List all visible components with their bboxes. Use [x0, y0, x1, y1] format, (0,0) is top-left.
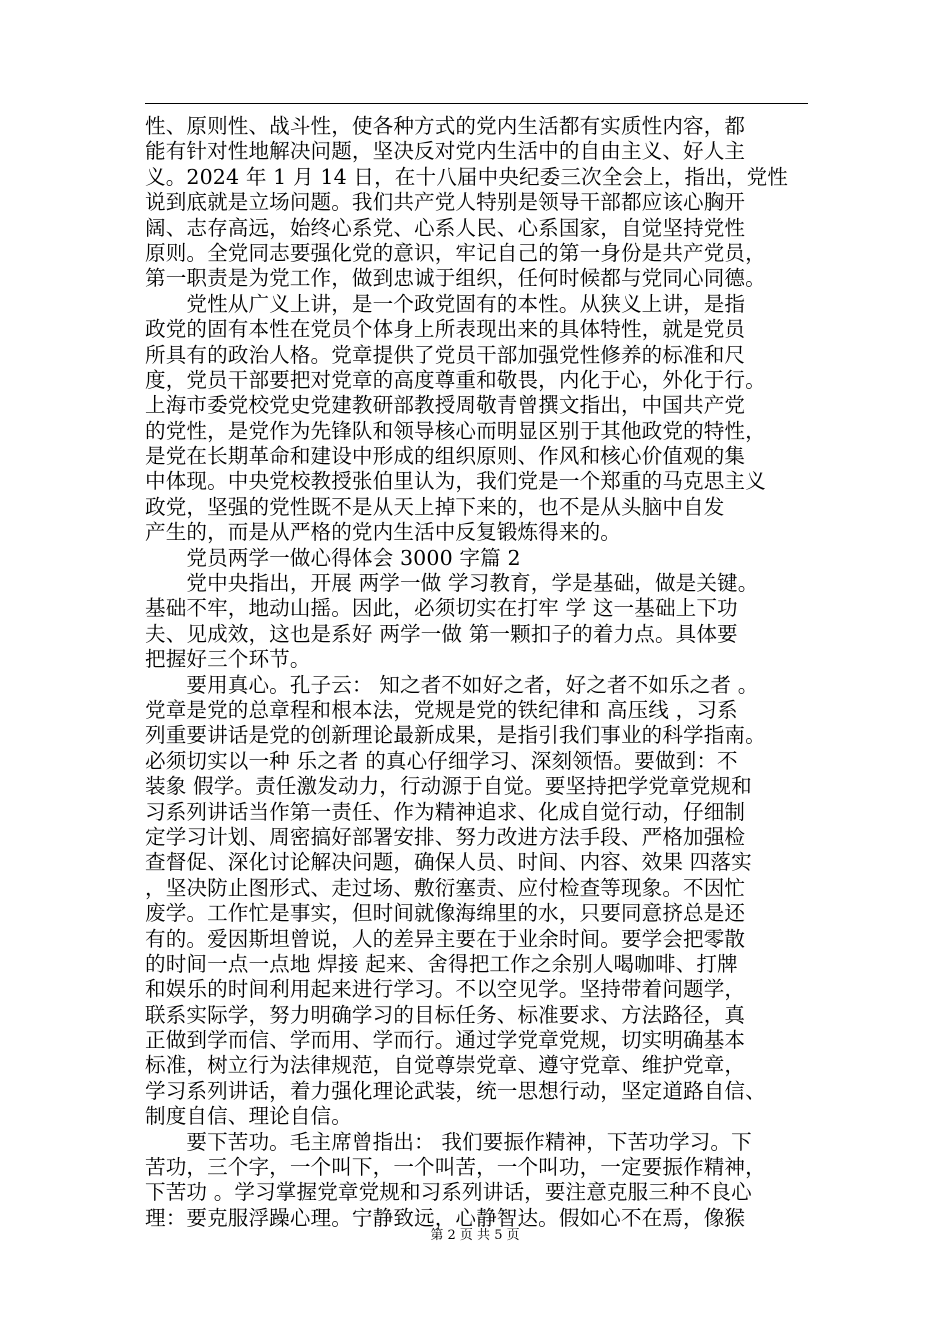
text-line: 说到底就是立场问题。我们共产党人特别是领导干部都应该心胸开 — [145, 190, 746, 215]
text-line: 有的。爱因斯坦曾说，人的差异主要在于业余时间。要学会把零散 — [145, 926, 746, 951]
text-line: 苦功，三个字，一个叫下，一个叫苦，一个叫功，一定要振作精神， — [145, 1155, 766, 1180]
text-line: 习系列讲话当作第一责任、作为精神追求、化成自觉行动，仔细制 — [145, 799, 746, 824]
document-body — [145, 114, 808, 1231]
text-line: 党章是党的总章程和根本法，党规是党的铁纪律和 高压线 ，习系 — [145, 697, 738, 722]
text-line: 正做到学而信、学而用、学而行。通过学党章党规，切实明确基本 — [145, 1028, 746, 1053]
text-line: 列重要讲话是党的创新理论最新成果，是指引我们事业的科学指南。 — [145, 723, 766, 748]
text-line: 装象 假学。责任激发动力，行动源于自觉。要坚持把学党章党规和 — [145, 774, 752, 799]
text-line: 义。2024 年 1 月 14 日，在十八届中央纪委三次全会上，指出，党性 — [145, 164, 788, 189]
text-line: 必须切实以一种 乐之者 的真心仔细学习、深刻领悟。要做到：不 — [145, 748, 738, 773]
text-line: ，坚决防止图形式、走过场、敷衍塞责、应付检查等现象。不因忙 — [145, 875, 746, 900]
text-line: 产生的，而是从严格的党内生活中反复锻炼得来的。 — [145, 520, 621, 545]
text-line: 度，党员干部要把对党章的高度尊重和敬畏，内化于心，外化于行。 — [145, 367, 766, 392]
section-heading: 党员两学一做心得体会 3000 字篇 2 — [145, 545, 521, 570]
text-line: 制度自信、理论自信。 — [145, 1104, 352, 1129]
text-line: 中体现。中央党校教授张伯里认为，我们党是一个郑重的马克思主义 — [145, 469, 766, 494]
text-line: 废学。工作忙是事实，但时间就像海绵里的水，只要同意挤总是还 — [145, 901, 746, 926]
text-line: 的党性，是党作为先锋队和领导核心而明显区别于其他政党的特性， — [145, 418, 766, 443]
text-line: 原则。全党同志要强化党的意识，牢记自己的第一身份是共产党员， — [145, 240, 766, 265]
text-line: 学习系列讲话，着力强化理论武装，统一思想行动，坚定道路自信、 — [145, 1078, 766, 1103]
text-line: 和娱乐的时间利用起来进行学习。不以空见学。坚持带着问题学， — [145, 977, 746, 1002]
text-line: 下苦功 。学习掌握党章党规和习系列讲话，要注意克服三种不良心 — [145, 1180, 752, 1205]
text-line: 上海市委党校党史党建教研部教授周敬青曾撰文指出，中国共产党 — [145, 393, 746, 418]
text-line: 所具有的政治人格。党章提供了党员干部加强党性修养的标准和尺 — [145, 342, 746, 367]
text-line: 标准，树立行为法律规范，自觉尊崇党章、遵守党章、维护党章， — [145, 1053, 746, 1078]
text-line: 要下苦功。毛主席曾指出： 我们要振作精神，下苦功学习。下 — [145, 1129, 752, 1154]
header-rule — [145, 103, 808, 104]
text-line: 阔、志存高远，始终心系党、心系人民、心系国家，自觉坚持党性 — [145, 215, 746, 240]
text-line: 性、原则性、战斗性，使各种方式的党内生活都有实质性内容，都 — [145, 114, 746, 138]
text-line: 党中央指出，开展 两学一做 学习教育，学是基础，做是关键。 — [145, 571, 759, 596]
text-line: 定学习计划、周密搞好部署安排、努力改进方法手段、严格加强检 — [145, 824, 746, 849]
text-line: 党性从广义上讲，是一个政党固有的本性。从狭义上讲，是指 — [145, 291, 746, 316]
text-line: 查督促、深化讨论解决问题，确保人员、时间、内容、效果 四落实 — [145, 850, 752, 875]
text-line: 第一职责是为党工作，做到忠诚于组织，任何时候都与党同心同德。 — [145, 266, 766, 291]
text-line: 基础不牢，地动山摇。因此，必须切实在打牢 学 这一基础上下功 — [145, 596, 738, 621]
text-line: 政党，坚强的党性既不是从天上掉下来的，也不是从头脑中自发 — [145, 494, 725, 519]
text-line: 夫、见成效，这也是系好 两学一做 第一颗扣子的着力点。具体要 — [145, 621, 738, 646]
text-line: 把握好三个环节。 — [145, 647, 311, 672]
text-line: 联系实际学，努力明确学习的目标任务、标准要求、方法路径，真 — [145, 1002, 746, 1027]
text-line: 的时间一点一点地 焊接 起来、舍得把工作之余别人喝咖啡、打牌 — [145, 951, 738, 976]
text-line: 要用真心。孔子云： 知之者不如好之者，好之者不如乐之者 。 — [145, 672, 759, 697]
page-number-footer: 第 2 页 共 5 页 — [430, 1228, 520, 1243]
text-line: 能有针对性地解决问题，坚决反对党内生活中的自由主义、好人主 — [145, 139, 746, 164]
text-line: 政党的固有本性在党员个体身上所表现出来的具体特性，就是党员 — [145, 317, 746, 342]
text-line: 理：要克服浮躁心理。宁静致远，心静智达。假如心不在焉，像猴 — [145, 1205, 746, 1230]
text-line: 是党在长期革命和建设中形成的组织原则、作风和核心价值观的集 — [145, 444, 746, 469]
